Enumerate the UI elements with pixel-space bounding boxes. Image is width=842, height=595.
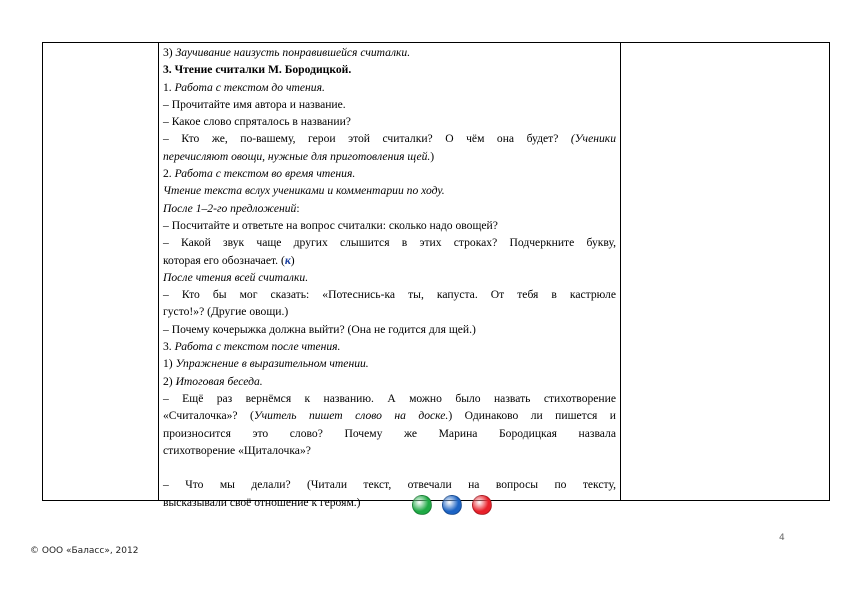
text-line: которая его обозначает. (к) [163,253,295,267]
text-line: 3) Заучивание наизусть понравившейся считалки. [163,46,411,59]
text-line: высказывали своё отношение к героям.) [163,495,361,509]
text-line: – Что мы делали? (Читали текст, отвечали на вопросы по тексту, [163,478,616,492]
blank-line [163,459,616,476]
table-column-right [621,43,829,500]
text-line: 1) Упражнение в выразительном чтении. [163,357,369,371]
text-line: 1. Работа с текстом до чтения. [163,80,325,94]
text-line: – Кто же, по-вашему, герои этой считалки? О чём она будет? (Ученики [163,132,616,146]
text-line: – Посчитайте и ответьте на вопрос считалки: сколько надо овощей? [163,218,498,232]
blue-dot-button[interactable] [442,495,462,515]
green-dot-button[interactable] [412,495,432,515]
text-line: – Какое слово спряталось в названии? [163,115,351,129]
text-line: произносится это слово? Почему же Марина Бородицкая назвала [163,426,616,440]
text-line: – Ещё раз вернёмся к названию. А можно было назвать стихотворение [163,391,616,405]
section-heading: 3. Чтение считалки М. Бородицкой. [163,63,352,77]
lesson-table [42,42,830,509]
text-line: 2) Итоговая беседа. [163,374,263,388]
text-line: После 1–2-го предложений: [163,201,300,215]
text-line: После чтения всей считалки. [163,270,309,284]
text-line: густо!»? (Другие овощи.) [163,305,289,319]
red-dot-button[interactable] [472,495,492,515]
text-line: – Какой звук чаще других слышится в этих строках? Подчеркните букву, [163,236,616,250]
text-line: перечисляют овощи, нужные для приготовления щей.) [163,149,435,163]
text-line: – Кто бы мог сказать: «Потеснись-ка ты, капуста. От тебя в кастрюле [163,288,616,302]
text-line: «Считалочка»? (Учитель пишет слово на доске.) Одинаково ли пишется и [163,409,616,423]
text-line: стихотворение «Щиталочка»? [163,443,311,457]
text-line: 3. Работа с текстом после чтения. [163,340,341,354]
text-line: 2. Работа с текстом во время чтения. [163,167,356,181]
highlight-letter: к [284,253,291,267]
footer-copyright: © ООО «Баласс», 2012 [30,546,139,556]
text-line: Чтение текста вслух учениками и комментарии по ходу. [163,184,445,198]
table-column-left [43,43,159,500]
text-line: – Прочитайте имя автора и название. [163,97,346,111]
page-number: 4 [779,533,785,543]
text-line: – Почему кочерыжка должна выйти? (Она не годится для щей.) [163,322,476,336]
table-column-content [159,43,621,509]
